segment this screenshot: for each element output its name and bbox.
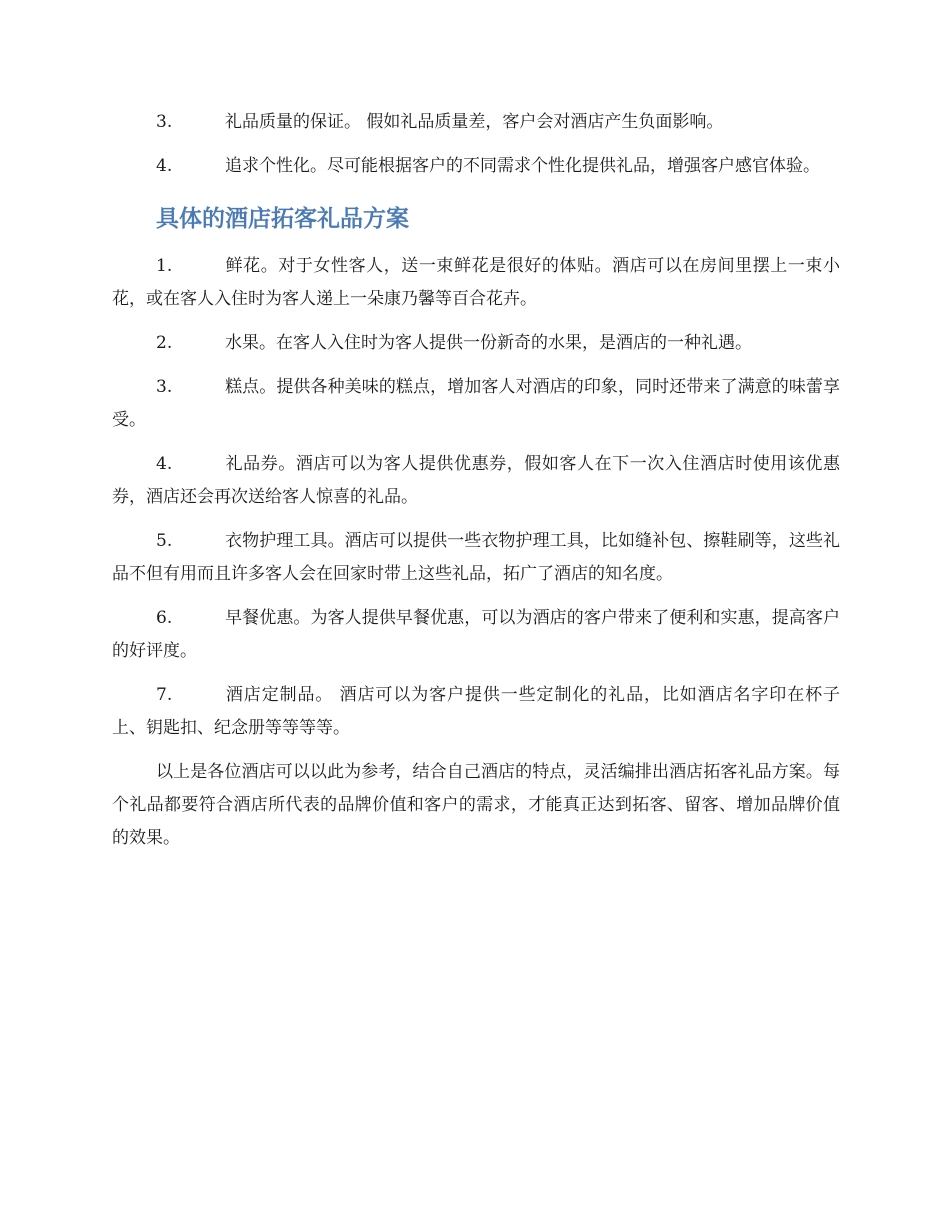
list-item-number: 4. (156, 454, 173, 474)
list-item-text: 礼品质量的保证。 假如礼品质量差，客户会对酒店产生负面影响。 (225, 112, 724, 132)
list-item-text: 礼品券。酒店可以为客人提供优惠券，假如客人在下一次入住酒店时使用该优惠券，酒店还会再次送给客人惊喜的礼品。 (112, 454, 840, 507)
list-item-text: 衣物护理工具。酒店可以提供一些衣物护理工具，比如缝补包、擦鞋刷等，这些礼品不但有用而且许多客人会在回家时带上这些礼品，拓广了酒店的知名度。 (112, 531, 840, 584)
list-item (112, 525, 840, 591)
list-item-number: 1. (156, 256, 173, 276)
list-item (112, 448, 840, 514)
list-item (112, 602, 840, 668)
list-item-number: 2. (156, 333, 173, 353)
list-item-text: 糕点。提供各种美味的糕点，增加客人对酒店的印象，同时还带来了满意的味蕾享受。 (112, 377, 840, 430)
list-item-number: 3. (156, 112, 173, 132)
list-item (112, 371, 840, 437)
list-item-text: 酒店定制品。 酒店可以为客户提供一些定制化的礼品，比如酒店名字印在杯子上、钥匙扣、纪念册等等等等。 (112, 685, 840, 738)
list-item-number: 5. (156, 531, 173, 551)
section-heading: 具体的酒店拓客礼品方案 (156, 206, 409, 232)
list-item-number: 3. (156, 377, 173, 397)
list-item-number: 7. (156, 685, 173, 705)
list-item-text: 追求个性化。尽可能根据客户的不同需求个性化提供礼品，增强客户感官体验。 (225, 156, 820, 176)
list-item-text: 水果。在客人入住时为客人提供一份新奇的水果，是酒店的一种礼遇。 (225, 333, 752, 353)
list-item (112, 250, 840, 316)
list-item-text: 鲜花。对于女性客人，送一束鲜花是很好的体贴。酒店可以在房间里摆上一束小花，或在客人入住时为客人递上一朵康乃馨等百合花卉。 (112, 256, 840, 309)
list-item (112, 106, 840, 139)
list-item-text: 早餐优惠。为客人提供早餐优惠，可以为酒店的客户带来了便利和实惠，提高客户的好评度。 (112, 608, 840, 661)
conclusion-paragraph: 以上是各位酒店可以以此为参考，结合自己酒店的特点，灵活编排出酒店拓客礼品方案。每个礼品都要符合酒店所代表的品牌价值和客户的需求，才能真正达到拓客、留客、增加品牌价值的效果。 (112, 762, 840, 848)
list-item-number: 6. (156, 608, 173, 628)
list-item (112, 327, 840, 360)
list-item (112, 150, 840, 183)
list-item-number: 4. (156, 156, 173, 176)
list-item (112, 679, 840, 745)
document-page (112, 106, 840, 855)
